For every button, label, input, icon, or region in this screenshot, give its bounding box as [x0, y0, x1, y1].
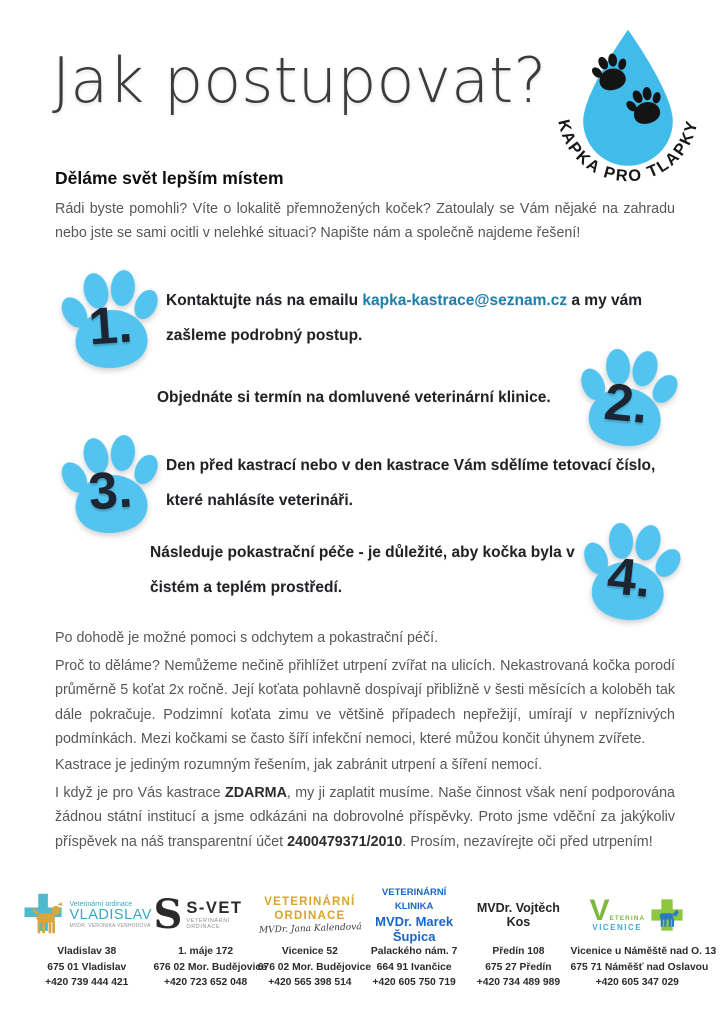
step-3-text: Den před kastrací nebo v den kastrace Vám sdělíme tetovací číslo, které nahlásíte veterináři.	[166, 457, 656, 509]
clinic-brand-small: Veterinární ordinace	[69, 901, 133, 909]
logo-arc-text: KAPKA PRO TLAPKY	[554, 117, 702, 186]
step-1-text	[166, 283, 674, 353]
svet-s-icon: S	[153, 891, 183, 938]
clinics-footer	[20, 886, 717, 991]
step-1-text-after: a my vám zašleme podrobný postup.	[166, 292, 643, 344]
clinic-address: Vicenice u Náměště nad O. 13 675 71 Náměšť nad Oslavou +420 605 347 029	[571, 944, 704, 991]
clinic-brand-line2: VICENICE	[592, 922, 643, 932]
veterina-v-icon: V	[589, 893, 610, 927]
step-1-text-before: Kontaktujte nás na emailu	[166, 292, 363, 309]
clinic-brand-sub: MVDR. VERONIKA VENHODOVÁ	[69, 922, 151, 929]
step-2-number: 2.	[601, 372, 651, 436]
donation-text: I když je pro Vás kastrace	[55, 785, 225, 801]
clinic-phone: +420 605 347 029	[595, 977, 679, 988]
clinic-veterina-vicenice	[570, 886, 717, 991]
vet-signature: MVDr. Jana Kalendová	[258, 922, 362, 937]
step-3-paw-icon	[57, 431, 164, 538]
clinic-brand: MVDr. Marek Šupica	[375, 914, 454, 945]
step-2-paw-icon	[572, 342, 682, 452]
clinic-kos	[466, 886, 570, 991]
step-1-number: 1.	[86, 295, 135, 357]
clinic-brand-line2: ORDINACE	[274, 909, 346, 922]
clinic-ordinace-vicenice	[257, 886, 372, 991]
paragraph-kastrace: Kastrace je jediným rozumným řešením, jak zabránit utrpení a šíření nemocí.	[55, 757, 543, 773]
page-title: Jak postupovat?	[52, 44, 547, 117]
clinic-phone: +420 734 489 989	[476, 977, 561, 988]
clinic-brand-line1: VETERINÁRNÍ	[264, 895, 356, 908]
clinic-address: Palackého nám. 7 664 91 Ivančice +420 605 750 719	[362, 944, 466, 991]
step-4-text: Následuje pokastrační péče - je důležité, aby kočka byla v čistém a teplém prostředí.	[150, 544, 575, 596]
clinic-brand: MVDr. Vojtěch Kos	[476, 901, 560, 929]
step-4-number: 4.	[604, 546, 654, 610]
donation-text: , my ji zaplatit musíme. Naše činnost však není podporována žádnou státní institucí a jsme odkázáni na dobrovolné příspěvky. Proto jsme vděční za jakýkoliv příspěvek na náš transparentní účet	[55, 785, 675, 850]
clinic-phone: +420 739 444 421	[45, 977, 129, 988]
clinic-brand-small: VETERINÁRNÍ KLINIKA	[381, 886, 447, 912]
account-number: 2400479371/2010	[287, 833, 403, 850]
paragraph-donation	[55, 781, 675, 854]
section-heading: Děláme svět lepším místem	[55, 168, 284, 188]
clinic-phone: +420 723 652 048	[163, 977, 248, 988]
vladislav-cross-dog-icon	[22, 891, 66, 939]
donation-text: . Prosím, nezavírejte oči před utrpením!	[402, 833, 653, 850]
green-cross-horse-icon	[649, 897, 685, 933]
clinic-svet	[153, 886, 267, 991]
step-3-number: 3.	[86, 460, 135, 522]
clinic-brand-sub: VETERINÁRNÍ ORDINACE	[186, 918, 230, 931]
step-2-text: Objednáte si termín na domluvené veterinární klinice.	[157, 389, 551, 406]
clinic-brand: S-VET	[186, 899, 243, 918]
kapka-pro-tlapky-logo	[548, 24, 708, 186]
clinic-supica	[362, 886, 466, 991]
paragraph-why: Proč to děláme? Nemůžeme nečině přihlížet utrpení zvířat na ulicích. Nekastrovaná kočka porodí průměrně 5 koťat 2x ročně. Její koťata pohlavně dospívají přibližně v šesti měsících a koloběh tak dále pokračuje. Podzimní koťata zimu ve většině případech nepřežijí, umírají v nepříznivých podmínkách. Mezi kočkami se často šíří infekční nemoci, které můžou končit úhynem zvířete.	[55, 658, 675, 748]
clinic-brand: VLADISLAV	[69, 907, 152, 924]
water-drop-icon	[548, 24, 708, 186]
paragraph-odchyt: Po dohodě je možné pomoci s odchytem a pokastrační péčí.	[55, 630, 439, 646]
clinic-address: Vicenice 52 676 02 Mor. Budějovice +420 565 398 514	[258, 944, 362, 991]
clinic-phone: +420 565 398 514	[268, 977, 352, 988]
clinic-address: Předín 108 675 27 Předín +420 734 489 989	[466, 944, 570, 991]
intro-paragraph: Rádi byste pomohli? Víte o lokalitě přemnožených koček? Zatoulaly se Vám nějaké na zahradu nebo jste se sami ocitli v nelehké situaci? Napište nám a společně najdeme řešení!	[55, 201, 675, 242]
clinic-address: 1. máje 172 676 02 Mor. Budějovice +420 723 652 048	[153, 944, 257, 991]
step-4-paw-icon	[575, 516, 685, 626]
step-1-paw-icon	[57, 266, 164, 373]
clinic-brand: ETERINA	[609, 914, 646, 922]
clinic-address: Vladislav 38 675 01 Vladislav +420 739 444 421	[20, 944, 153, 991]
email-link[interactable]: kapka-kastrace@seznam.cz	[362, 292, 568, 309]
zdarma-bold: ZDARMA	[224, 785, 287, 801]
clinic-vladislav	[20, 886, 153, 991]
clinic-phone: +420 605 750 719	[372, 977, 456, 988]
